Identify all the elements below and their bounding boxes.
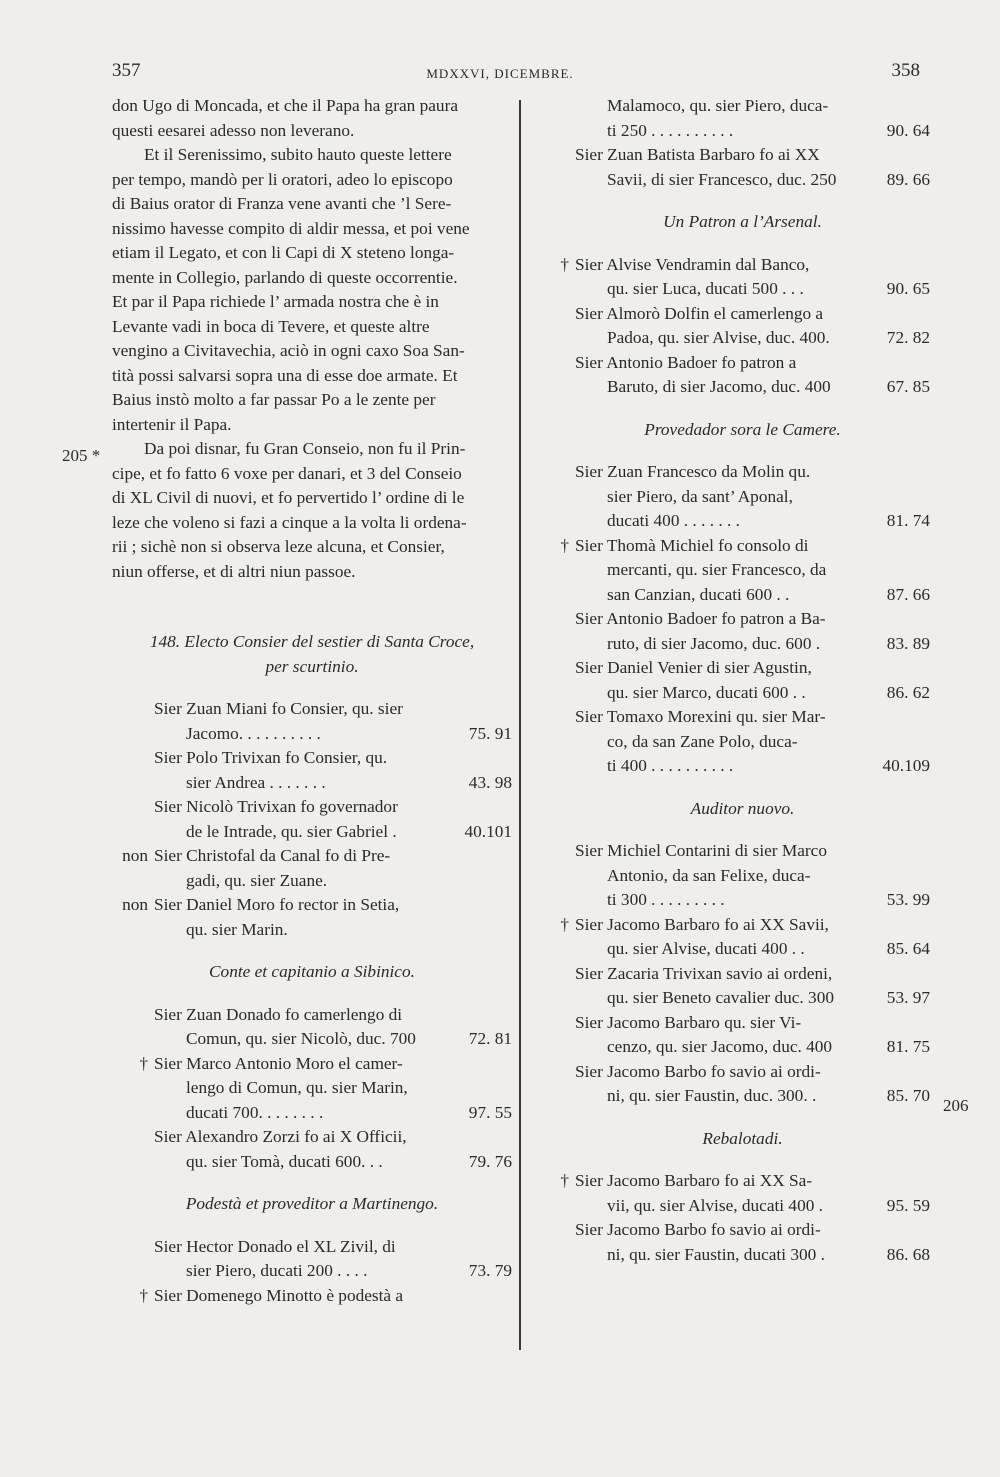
paragraph xyxy=(112,94,512,143)
ballot-entry xyxy=(555,913,930,962)
entry-line: Sier Michiel Contarini di sier Marco xyxy=(575,841,827,860)
spacer xyxy=(112,1217,512,1235)
ballot-entry xyxy=(555,607,930,656)
entry-mark: † xyxy=(560,535,569,555)
entry-line: ti 250 . . . . . . . . . . xyxy=(607,120,734,140)
entry-last-line xyxy=(575,277,930,302)
vote-count: 86. 68 xyxy=(886,1244,930,1264)
entry-last-line xyxy=(154,869,512,894)
entry-line: Sier Marco Antonio Moro el camer- xyxy=(154,1053,403,1073)
text-line: di XL Civil di nuovi, et fo pervertido l’ ordine di le xyxy=(112,488,465,507)
entry-mark xyxy=(555,1011,575,1060)
entry-line: san Canzian, ducati 600 . . xyxy=(607,584,790,604)
entry-line: Sier Jacomo Barbo fo savio ai ordi- xyxy=(575,1220,821,1239)
entry-line: Sier Jacomo Barbaro fo ai XX Sa- xyxy=(575,1171,813,1190)
vote-count: 75. 91 xyxy=(468,723,512,743)
entry-body xyxy=(575,460,930,534)
section-heading: Podestà et proveditor a Martinengo. xyxy=(185,1194,439,1213)
entry-line: Sier Christofal da Canal fo di Pre- xyxy=(154,846,391,865)
entry-line: Sier Zuan Batista Barbaro fo ai XX xyxy=(575,145,820,164)
section-heading: Conte et capitanio a Sibinico. xyxy=(209,962,415,981)
ballot-entry xyxy=(555,94,930,143)
spacer xyxy=(112,985,512,1003)
entry-mark: † xyxy=(139,1285,148,1305)
entry-line: Sier Antonio Badoer fo patron a Ba- xyxy=(575,609,826,628)
entry-line: Sier Alexandro Zorzi fo ai X Officii, xyxy=(154,1127,407,1146)
spacer xyxy=(555,779,930,797)
entry-line: Malamoco, qu. sier Piero, duca- xyxy=(607,96,829,115)
entry-line: ducati 700. . . . . . . . xyxy=(186,1102,324,1122)
vote-count: 53. 97 xyxy=(886,988,930,1007)
entry-line: qu. sier Luca, ducati 500 . . . xyxy=(607,279,804,298)
entry-last-line xyxy=(575,986,930,1011)
vote-count: 95. 59 xyxy=(886,1195,930,1215)
entry-body xyxy=(154,1284,512,1309)
entry-last-line xyxy=(154,1101,512,1126)
vote-count: 90. 65 xyxy=(886,279,930,298)
entry-line: Sier Alvise Vendramin dal Banco, xyxy=(575,254,810,274)
spacer xyxy=(555,1109,930,1127)
entry-body xyxy=(154,1235,512,1284)
entry-body xyxy=(154,1052,512,1126)
paragraph xyxy=(112,437,512,584)
vote-count: 79. 76 xyxy=(468,1151,512,1171)
ballot-entry xyxy=(555,302,930,351)
entry-line: qu. sier Marco, ducati 600 . . xyxy=(607,682,806,702)
entry-mark xyxy=(555,1060,575,1109)
entry-last-line xyxy=(575,632,930,657)
ballot-entry xyxy=(112,795,512,844)
entry-body xyxy=(154,1125,512,1174)
text-line: per tempo, mandò per li oratori, adeo lo episcopo xyxy=(112,169,453,189)
ballot-entry xyxy=(555,839,930,913)
entry-line: Sier Jacomo Barbaro qu. sier Vi- xyxy=(575,1012,802,1032)
text-line: niun offerse, et di altri niun passoe. xyxy=(112,561,356,581)
ballot-entry xyxy=(112,1125,512,1174)
entry-last-line xyxy=(575,754,930,779)
entry-last-line xyxy=(575,509,930,534)
vote-count xyxy=(502,869,512,894)
entry-mark xyxy=(555,94,575,143)
entry-body xyxy=(575,143,930,192)
ballot-entry xyxy=(112,844,512,893)
ballot-entry xyxy=(112,1284,512,1309)
entry-mark: non xyxy=(122,895,148,914)
entry-mark: non xyxy=(122,846,148,865)
entry-last-line xyxy=(575,1084,930,1109)
text-line: questi eesarei adesso non leverano. xyxy=(112,120,355,140)
text-line: mente in Collegio, parlando di queste occorrentie. xyxy=(112,267,458,287)
entry-line: Comun, qu. sier Nicolò, duc. 700 xyxy=(186,1029,416,1048)
vote-count: 67. 85 xyxy=(886,377,930,396)
entry-line: Sier Nicolò Trivixan fo governador xyxy=(154,797,398,816)
entry-last-line xyxy=(575,937,930,962)
entry-mark xyxy=(112,697,154,746)
entry-line: mercanti, qu. sier Francesco, da xyxy=(607,560,827,579)
ballot-entry xyxy=(112,1052,512,1126)
entry-last-line xyxy=(575,583,930,608)
entry-line: sier Andrea . . . . . . . xyxy=(186,772,326,792)
heading-line: per scurtinio. xyxy=(265,656,359,676)
ballot-entry xyxy=(555,962,930,1011)
ballot-entry xyxy=(555,1218,930,1267)
spacer xyxy=(112,679,512,697)
ballot-entry xyxy=(555,534,930,608)
entry-line: vii, qu. sier Alvise, ducati 400 . xyxy=(607,1195,823,1215)
entry-line: Sier Zuan Francesco da Molin qu. xyxy=(575,462,811,481)
entry-last-line xyxy=(154,771,512,796)
ballot-entry xyxy=(112,1003,512,1052)
text-line: Levante vadi in boca di Tevere, et queste altre xyxy=(112,316,430,336)
vote-count: 40.109 xyxy=(882,756,930,775)
ballot-entry xyxy=(555,253,930,302)
entry-line: sier Piero, da sant’ Aponal, xyxy=(607,486,793,506)
entry-body xyxy=(575,656,930,705)
entry-line: Sier Jacomo Barbo fo savio ai ordi- xyxy=(575,1061,821,1081)
entry-mark xyxy=(112,1235,154,1284)
entry-line: Sier Zuan Donado fo camerlengo di xyxy=(154,1004,403,1024)
entry-last-line xyxy=(575,681,930,706)
text-line: intertenir il Papa. xyxy=(112,414,232,434)
entry-last-line xyxy=(575,326,930,351)
entry-last-line xyxy=(575,119,930,144)
vote-count: 73. 79 xyxy=(468,1261,512,1280)
entry-body xyxy=(575,839,930,913)
spacer xyxy=(555,400,930,418)
entry-line: ti 400 . . . . . . . . . . xyxy=(607,756,734,775)
entry-mark: † xyxy=(560,914,569,934)
entry-line: Sier Jacomo Barbaro fo ai XX Savii, xyxy=(575,914,829,934)
entry-body xyxy=(154,844,512,893)
entry-line: Sier Zacaria Trivixan savio ai ordeni, xyxy=(575,963,833,983)
entry-line: Jacomo. . . . . . . . . . xyxy=(186,723,321,743)
entry-mark xyxy=(555,962,575,1011)
entry-line: Sier Domenego Minotto è podestà a xyxy=(154,1285,404,1305)
text-line: Baius instò molto a far passar Po a le zente per xyxy=(112,390,436,409)
ballot-entry xyxy=(112,746,512,795)
entry-mark xyxy=(112,1003,154,1052)
entry-line: Sier Polo Trivixan fo Consier, qu. xyxy=(154,748,388,767)
entry-line: Sier Daniel Venier di sier Agustin, xyxy=(575,658,812,677)
entry-mark xyxy=(555,143,575,192)
vote-count: 43. 98 xyxy=(468,772,512,792)
ballot-entry xyxy=(555,705,930,779)
entry-line: qu. sier Tomà, ducati 600. . . xyxy=(186,1151,383,1171)
text-line: don Ugo di Moncada, et che il Papa ha gran paura xyxy=(112,96,458,115)
spacer xyxy=(555,235,930,253)
vote-count: 86. 62 xyxy=(886,682,930,702)
entry-last-line xyxy=(154,1150,512,1175)
spacer xyxy=(112,1174,512,1192)
entry-mark xyxy=(555,705,575,779)
entry-line: Baruto, di sier Jacomo, duc. 400 xyxy=(607,377,831,396)
section-heading: Un Patron a l’Arsenal. xyxy=(663,212,822,231)
entry-mark xyxy=(112,746,154,795)
entry-last-line xyxy=(154,1027,512,1052)
paragraph xyxy=(112,143,512,437)
section-heading xyxy=(112,630,512,679)
vote-count: 89. 66 xyxy=(886,169,930,189)
entry-body xyxy=(154,1003,512,1052)
entry-last-line xyxy=(575,375,930,400)
entry-body xyxy=(154,795,512,844)
vote-count: 87. 66 xyxy=(886,584,930,604)
entry-line: Sier Antonio Badoer fo patron a xyxy=(575,352,797,372)
entry-line: gadi, qu. sier Zuane. xyxy=(186,870,328,890)
column-rule xyxy=(519,100,521,1350)
entry-last-line xyxy=(575,1035,930,1060)
spacer xyxy=(112,584,512,630)
entry-line: Antonio, da san Felixe, duca- xyxy=(607,865,811,885)
text-line: rii ; sichè non si observa leze alcuna, et Consier, xyxy=(112,537,445,556)
vote-count: 97. 55 xyxy=(468,1102,512,1122)
entry-mark xyxy=(555,839,575,913)
left-column xyxy=(112,94,512,1308)
vote-count: 85. 64 xyxy=(886,939,930,958)
right-column xyxy=(555,94,930,1267)
text-line: etiam il Legato, et con li Capi di X steteno longa- xyxy=(112,243,455,262)
ballot-entry xyxy=(112,697,512,746)
entry-mark xyxy=(555,1218,575,1267)
entry-mark xyxy=(555,607,575,656)
entry-body xyxy=(575,962,930,1011)
entry-line: ruto, di sier Jacomo, duc. 600 . xyxy=(607,633,821,653)
entry-line: Sier Thomà Michiel fo consolo di xyxy=(575,535,809,555)
entry-body xyxy=(154,893,512,942)
vote-count: 90. 64 xyxy=(886,120,930,140)
vote-count xyxy=(502,918,512,943)
vote-count: 40.101 xyxy=(464,821,512,841)
entry-body xyxy=(154,746,512,795)
vote-count: 81. 75 xyxy=(886,1037,930,1056)
entry-line: qu. sier Marin. xyxy=(186,919,288,939)
section-heading: Rebalotadi. xyxy=(702,1128,783,1148)
entry-last-line xyxy=(575,168,930,193)
text-line: Et par il Papa richiede l’ armada nostra che è in xyxy=(112,292,439,311)
ballot-entry xyxy=(112,1235,512,1284)
entry-body xyxy=(575,1011,930,1060)
text-line: Da poi disnar, fu Gran Conseio, non fu il Prin- xyxy=(144,439,466,458)
entry-line: lengo di Comun, qu. sier Marin, xyxy=(186,1078,408,1097)
entry-mark: † xyxy=(560,254,569,274)
entry-body xyxy=(575,705,930,779)
entry-body xyxy=(575,351,930,400)
ballot-entry xyxy=(555,351,930,400)
entry-line: Sier Zuan Miani fo Consier, qu. sier xyxy=(154,699,403,718)
entry-body xyxy=(575,253,930,302)
entry-line: qu. sier Beneto cavalier duc. 300 xyxy=(607,988,834,1007)
page-number-right: 358 xyxy=(891,60,920,81)
entry-line: de le Intrade, qu. sier Gabriel . xyxy=(186,821,397,841)
margin-note-left: 205 * xyxy=(62,446,101,465)
entry-last-line xyxy=(575,1194,930,1219)
entry-body xyxy=(575,1169,930,1218)
entry-mark xyxy=(555,460,575,534)
text-line: vengino a Civitavechia, aciò in ogni caxo Soa San- xyxy=(112,341,465,360)
ballot-entry xyxy=(555,143,930,192)
entry-last-line xyxy=(154,918,512,943)
entry-last-line xyxy=(154,722,512,747)
entry-last-line xyxy=(154,820,512,845)
spacer xyxy=(555,442,930,460)
ballot-entry xyxy=(555,1011,930,1060)
entry-body xyxy=(575,1218,930,1267)
entry-line: Sier Tomaxo Morexini qu. sier Mar- xyxy=(575,707,826,726)
spacer xyxy=(555,192,930,210)
text-line: cipe, et fo fatto 6 voxe per danari, et 3 del Conseio xyxy=(112,463,462,483)
vote-count: 53. 99 xyxy=(886,890,930,909)
spacer xyxy=(555,1151,930,1169)
entry-line: Padoa, qu. sier Alvise, duc. 400. xyxy=(607,328,830,347)
heading-line: 148. Electo Consier del sestier di Santa Croce, xyxy=(149,632,475,651)
entry-body xyxy=(575,534,930,608)
entry-line: sier Piero, ducati 200 . . . . xyxy=(186,1261,368,1280)
entry-line: ducati 400 . . . . . . . xyxy=(607,511,740,530)
ballot-entry xyxy=(555,656,930,705)
entry-last-line xyxy=(575,888,930,913)
vote-count: 72. 81 xyxy=(468,1029,512,1048)
text-line: nissimo havesse compito di aldir messa, et poi vene xyxy=(112,218,470,238)
entry-last-line xyxy=(575,1243,930,1268)
entry-mark xyxy=(112,1125,154,1174)
section-heading: Provedador sora le Camere. xyxy=(644,419,841,439)
vote-count: 85. 70 xyxy=(886,1086,930,1105)
entry-line: Sier Daniel Moro fo rector in Setia, xyxy=(154,895,400,914)
entry-mark xyxy=(555,302,575,351)
entry-body xyxy=(154,697,512,746)
entry-line: Sier Almorò Dolfin el camerlengo a xyxy=(575,303,824,323)
entry-line: ti 300 . . . . . . . . . xyxy=(607,890,725,909)
entry-body xyxy=(575,302,930,351)
entry-mark: † xyxy=(560,1171,569,1190)
entry-mark xyxy=(112,795,154,844)
entry-line: ni, qu. sier Faustin, ducati 300 . xyxy=(607,1244,825,1264)
text-line: Et il Serenissimo, subito hauto queste lettere xyxy=(144,145,452,164)
entry-line: co, da san Zane Polo, duca- xyxy=(607,731,798,751)
ballot-entry xyxy=(555,1060,930,1109)
spacer xyxy=(112,942,512,960)
text-line: di Baius orator di Franza vene avanti che ’l Sere- xyxy=(112,194,452,213)
entry-body xyxy=(575,94,930,143)
ballot-entry xyxy=(112,893,512,942)
section-heading: Auditor nuovo. xyxy=(690,798,795,818)
entry-mark: † xyxy=(139,1053,148,1073)
entry-body xyxy=(575,1060,930,1109)
entry-body xyxy=(575,607,930,656)
text-line: tità possi salvarsi sopra una di esse doe armate. Et xyxy=(112,365,458,385)
entry-line: qu. sier Alvise, ducati 400 . . xyxy=(607,939,805,958)
spacer xyxy=(555,821,930,839)
entry-line: cenzo, qu. sier Jacomo, duc. 400 xyxy=(607,1037,833,1056)
running-header: MDXXVI, DICEMBRE. xyxy=(426,66,574,81)
margin-note-right: 206 xyxy=(943,1096,969,1115)
vote-count: 81. 74 xyxy=(886,511,930,530)
vote-count: 72. 82 xyxy=(886,328,930,347)
entry-line: Savii, di sier Francesco, duc. 250 xyxy=(607,169,837,189)
page-number-left: 357 xyxy=(112,60,141,81)
ballot-entry xyxy=(555,1169,930,1218)
text-line: leze che voleno si fazi a cinque a la volta li ordena- xyxy=(112,512,467,532)
entry-body xyxy=(575,913,930,962)
entry-last-line xyxy=(154,1259,512,1284)
ballot-entry xyxy=(555,460,930,534)
entry-mark xyxy=(555,351,575,400)
entry-line: Sier Hector Donado el XL Zivil, di xyxy=(154,1236,396,1256)
vote-count: 83. 89 xyxy=(886,633,930,653)
entry-mark xyxy=(555,656,575,705)
entry-line: ni, qu. sier Faustin, duc. 300. . xyxy=(607,1086,817,1105)
